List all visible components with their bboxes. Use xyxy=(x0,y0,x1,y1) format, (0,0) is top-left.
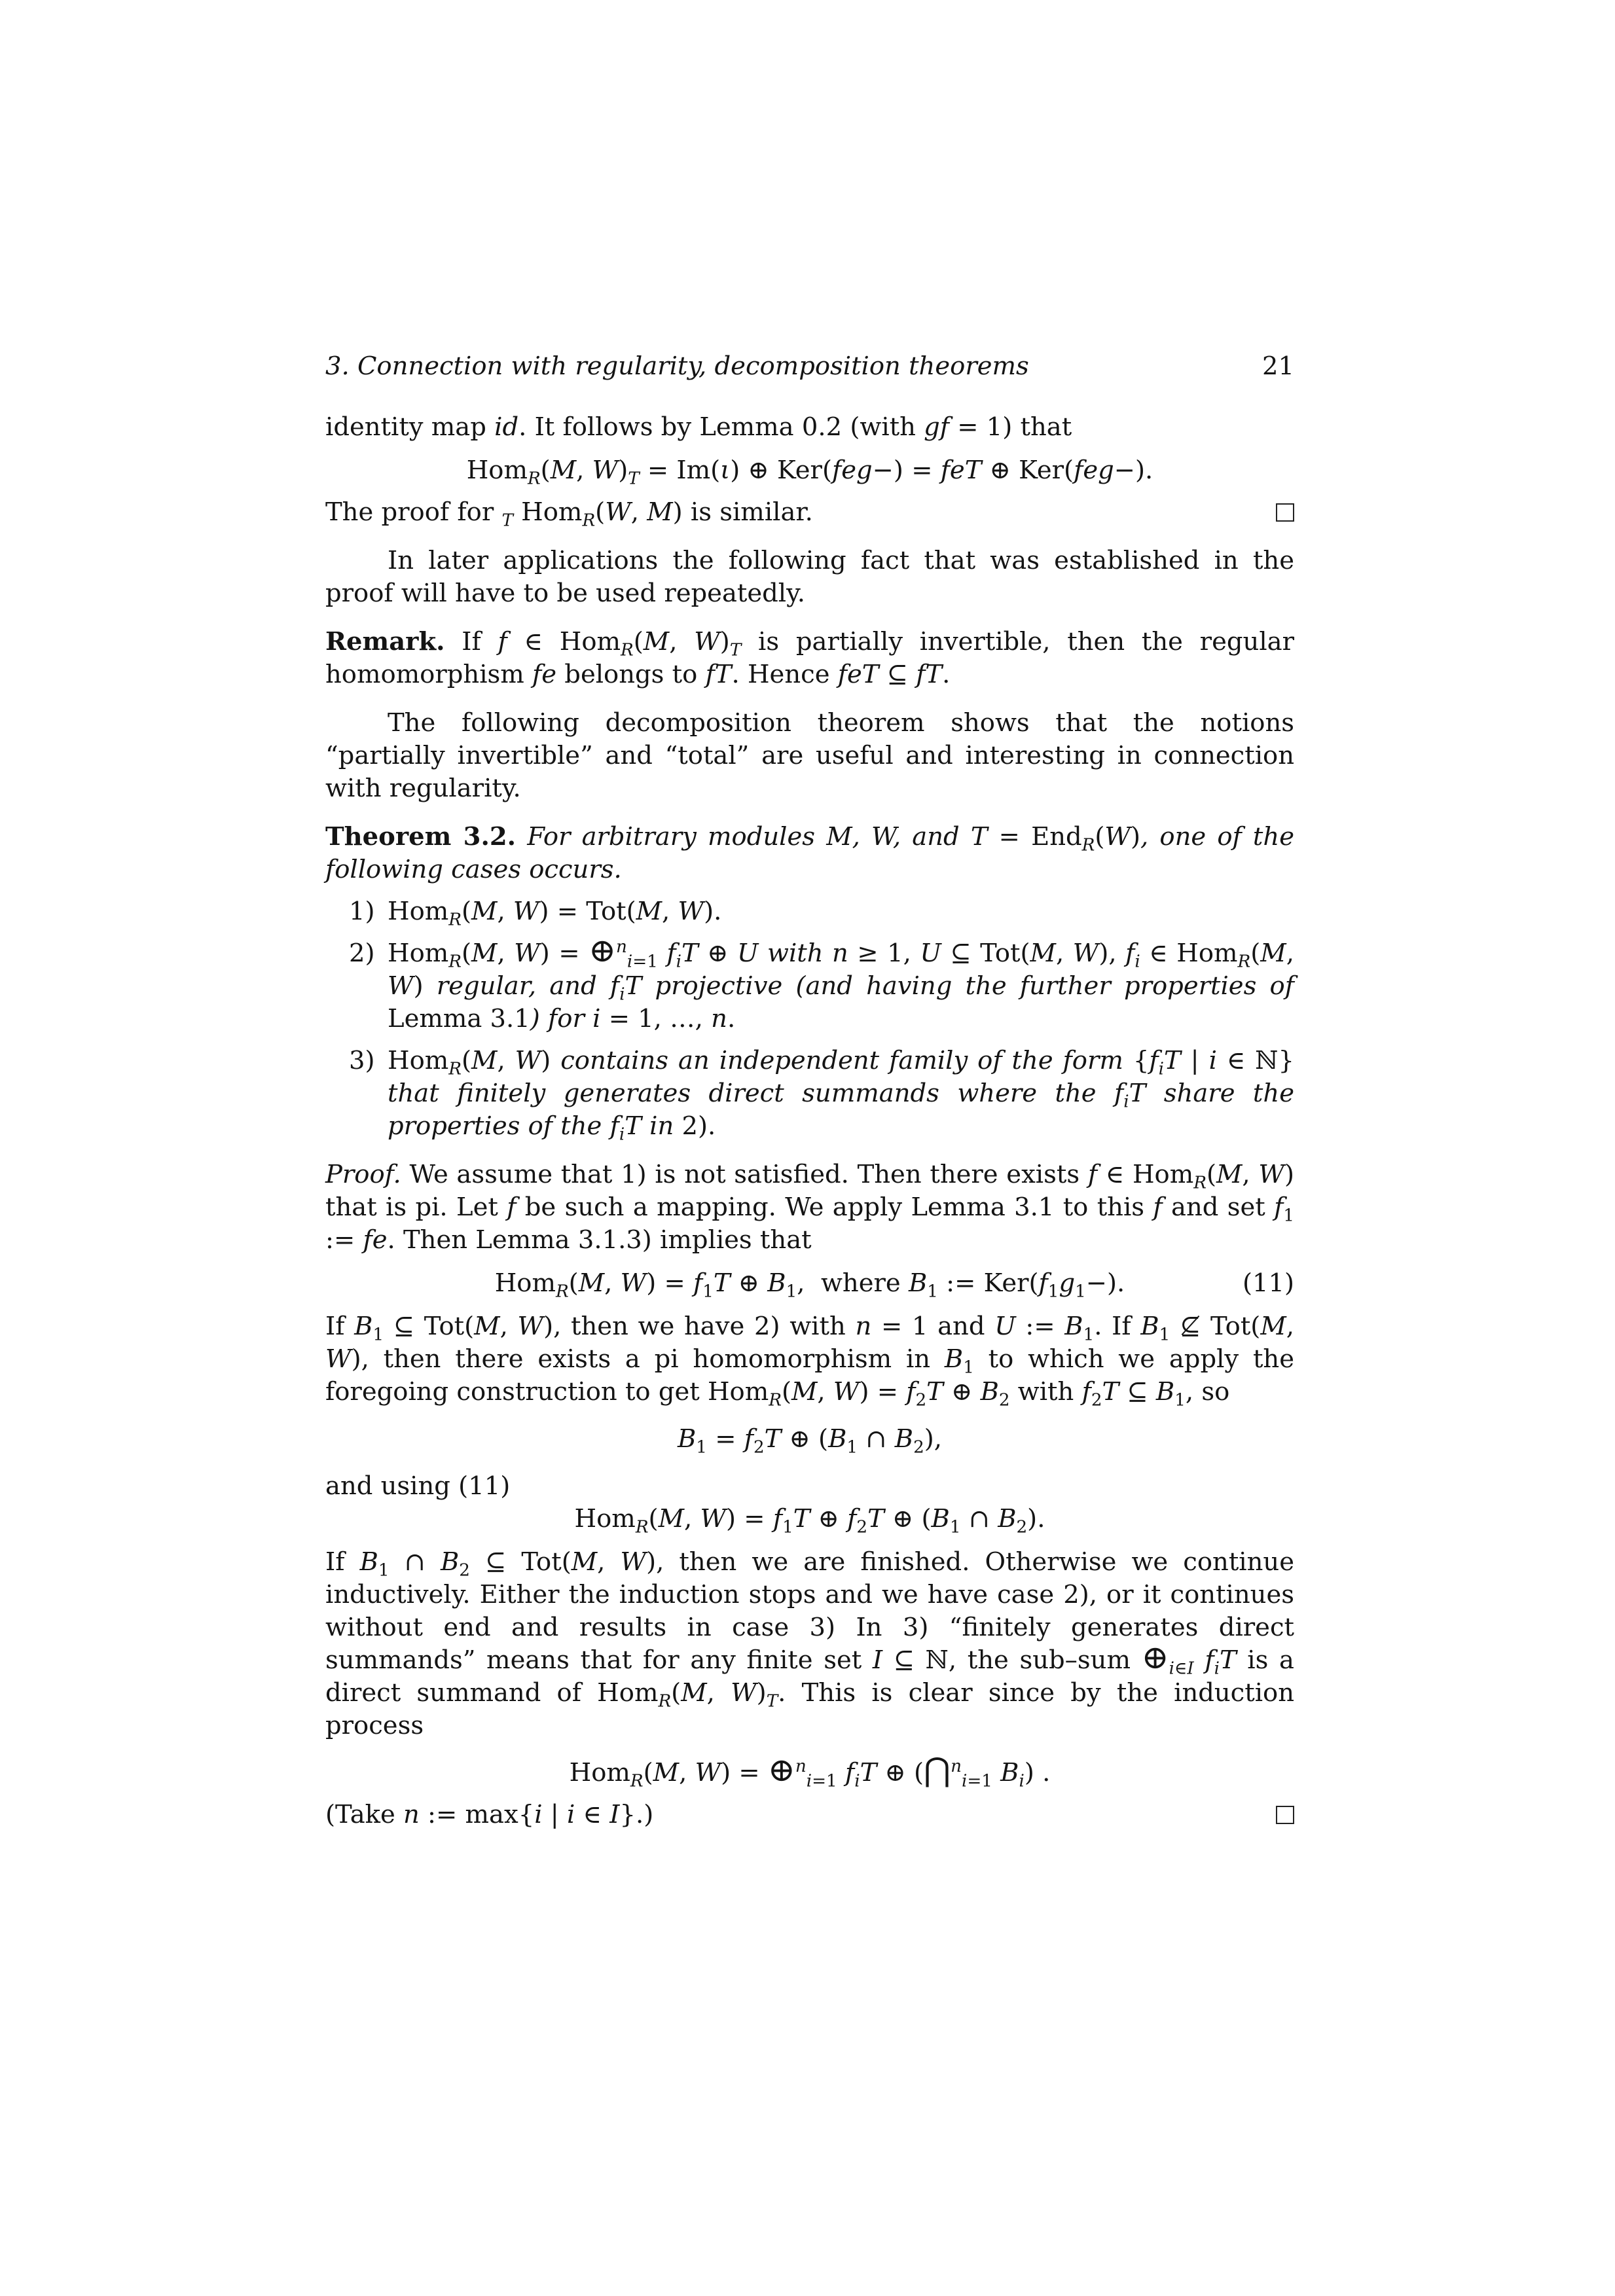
remark-label: Remark. xyxy=(325,627,445,656)
theorem-case-2: 2) Hom$_R$(M, W) = ⊕$^n_{i=1}$ $f_iT$ ⊕ U with n ≥ 1, U ⊆ Tot(M, W), $f_i$ ∈ Hom$_R$(M, W) regular, and $f_iT$ projective (and having the further properties of Lemma 3.1) for i = 1, …, n. xyxy=(349,931,1294,1033)
remark: Remark. If f ∈ Hom$_R$(M, $W)_T$ is partially invertible, then the regular homomorphism fe belongs to fT. Hence feT ⊆ fT. xyxy=(325,627,1294,689)
equation-11: Hom$_R$(M, $W) = f_1T$ ⊕ $B_1$, where $B_1$ := $Ker(f_1g_1-)$. (11) xyxy=(494,1268,1294,1302)
theorem-case-3: 3) Hom$_R$(M, W) contains an independent family of the form {$f_iT$ | i ∈ ℕ} that finitely generates direct summands where the $f_iT$ share the properties of the $f_iT$ in 2). xyxy=(349,1046,1294,1145)
proof-paragraph-5: (Take n := max{i | i ∈ I}.) xyxy=(325,1799,1294,1831)
case-number: 3) xyxy=(349,1046,375,1075)
proof-paragraph-4: If $B_1$ ∩ $B_2$ ⊆ Tot(M, W), then we are finished. Otherwise we continue inductively. Either the induction stops and we have case 2), or it continues without end and results in case 3) In 3) “finitely generates direct summands” means that for any finite set I ⊆ ℕ, the sub–sum $\oplus_{i\in I}$ $f_iT$ is a direct summand of Hom$_R$(M, $W)_T$. This is clear since by the induction process xyxy=(325,1547,1294,1740)
equation-hom: Hom$_R$(M, $W) = f_1T$ ⊕ $f_2T$ ⊕ ($B_1$ ∩ $B_2$). xyxy=(574,1504,1045,1537)
equation-final: Hom$_R$(M, W) = ⊕$^n_{i=1}$ $f_iT$ ⊕ (⋂$^n_{i=1}$ $B_i$) . xyxy=(569,1751,1051,1791)
page-body xyxy=(325,411,1294,1831)
case-number: 1) xyxy=(349,897,375,926)
running-title: 3. Connection with regularity, decomposition theorems xyxy=(325,351,1029,381)
paragraph-4: The following decomposition theorem shows that the notions “partially invertible” and “total” are useful and interesting in connection with regularity. xyxy=(325,708,1294,803)
equation-number: (11) xyxy=(1242,1268,1294,1298)
proof-paragraph-2: If $B_1$ ⊆ Tot(M, W), then we have 2) with n = 1 and U := $B_1$. If $B_1$ ⊈ Tot(M, W), then there exists a pi homomorphism in $B_1$ to which we apply the foregoing construction to get Hom$_R$(M, $W) = f_2T$ ⊕ $B_2$ with $f_2T$ ⊆ $B_1$, so xyxy=(325,1312,1294,1410)
paragraph-3: In later applications the following fact that was established in the proof will have to be used repeatedly. xyxy=(325,546,1294,608)
theorem-label: Theorem 3.2. xyxy=(325,822,517,852)
paragraph-1: identity map id. It follows by Lemma 0.2 (with gf = 1) that xyxy=(325,412,1072,442)
case-number: 2) xyxy=(349,939,375,968)
equation-b1: $B_1 = f_2T$ ⊕ ($B_1$ ∩ $B_2$), xyxy=(678,1424,942,1458)
theorem-case-1: 1) Hom$_R$(M, W) = Tot(M, W). xyxy=(349,897,722,930)
running-header xyxy=(325,350,1294,383)
qed-square-icon xyxy=(1276,1806,1294,1824)
theorem-statement: Theorem 3.2. For arbitrary modules M, W, and T = End$_R$(W), one of the following cases occurs. xyxy=(325,822,1294,884)
proof-paragraph-3: and using (11) xyxy=(325,1471,511,1501)
qed-square-icon xyxy=(1276,503,1294,522)
page-number: 21 xyxy=(1262,351,1294,381)
proof-paragraph-1: Proof. We assume that 1) is not satisfied. Then there exists f ∈ Hom$_R$(M, W) that is pi. Let f be such a mapping. We apply Lemma 3.1 to this f and set $f_1$ := fe. Then Lemma 3.1.3) implies that xyxy=(325,1160,1295,1255)
proof-label: Proof. xyxy=(325,1160,401,1189)
equation-1: Hom$_R$(M, $W)_T = Im(\iota)$ ⊕ Ker(feg−) = feT ⊕ Ker(feg−). xyxy=(466,456,1153,489)
paragraph-2: The proof for $_T$ Hom$_R$(W, M) is similar. xyxy=(325,496,1294,529)
